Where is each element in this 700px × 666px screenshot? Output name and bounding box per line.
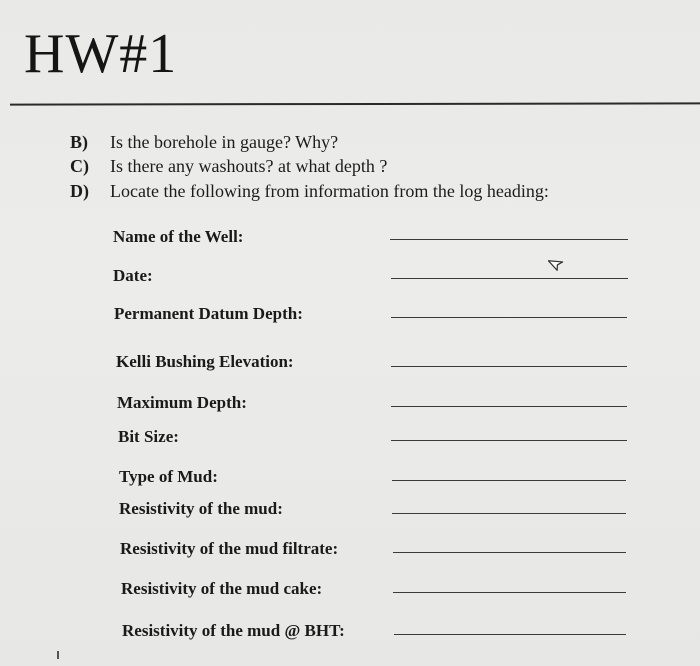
title-divider	[10, 102, 700, 105]
answer-line-kelli-bushing-elevation[interactable]	[391, 366, 627, 367]
field-label-maximum-depth: Maximum Depth:	[117, 393, 247, 412]
question-letter: C)	[70, 156, 89, 176]
answer-line-well-name[interactable]	[390, 239, 628, 240]
question-text: Is the borehole in gauge? Why?	[110, 132, 339, 152]
answer-line-maximum-depth[interactable]	[391, 406, 627, 407]
question-letter: D)	[70, 181, 89, 201]
question-c	[70, 157, 387, 175]
field-label-resistivity-mud-cake: Resistivity of the mud cake:	[121, 579, 323, 598]
field-label-resistivity-mud-filtrate: Resistivity of the mud filtrate:	[120, 539, 339, 558]
field-label-date: Date:	[113, 266, 153, 285]
answer-line-type-of-mud[interactable]	[392, 480, 626, 481]
answer-line-resistivity-mud-bht[interactable]	[394, 634, 626, 635]
answer-line-date[interactable]	[391, 278, 628, 279]
answer-line-resistivity-mud[interactable]	[392, 513, 626, 514]
field-label-well-name: Name of the Well:	[113, 227, 244, 246]
mouse-pointer-icon	[548, 255, 566, 273]
question-text: Locate the following from information from the log heading:	[110, 181, 549, 201]
field-label-permanent-datum-depth: Permanent Datum Depth:	[114, 304, 303, 323]
question-b	[70, 133, 338, 151]
answer-line-resistivity-mud-cake[interactable]	[393, 592, 626, 593]
field-label-kelli-bushing-elevation: Kelli Bushing Elevation:	[116, 352, 294, 371]
page-title: HW#1	[24, 23, 178, 85]
answer-line-permanent-datum-depth[interactable]	[391, 317, 627, 318]
field-label-type-of-mud: Type of Mud:	[119, 467, 218, 486]
edge-mark	[57, 651, 59, 659]
question-text: Is there any washouts? at what depth ?	[110, 156, 388, 176]
field-label-resistivity-mud-bht: Resistivity of the mud @ BHT:	[122, 621, 345, 640]
answer-line-bit-size[interactable]	[391, 440, 627, 441]
field-label-bit-size: Bit Size:	[118, 427, 179, 446]
field-label-resistivity-mud: Resistivity of the mud:	[119, 499, 283, 518]
question-d	[70, 182, 549, 200]
answer-line-resistivity-mud-filtrate[interactable]	[393, 552, 626, 553]
question-letter: B)	[70, 132, 88, 152]
